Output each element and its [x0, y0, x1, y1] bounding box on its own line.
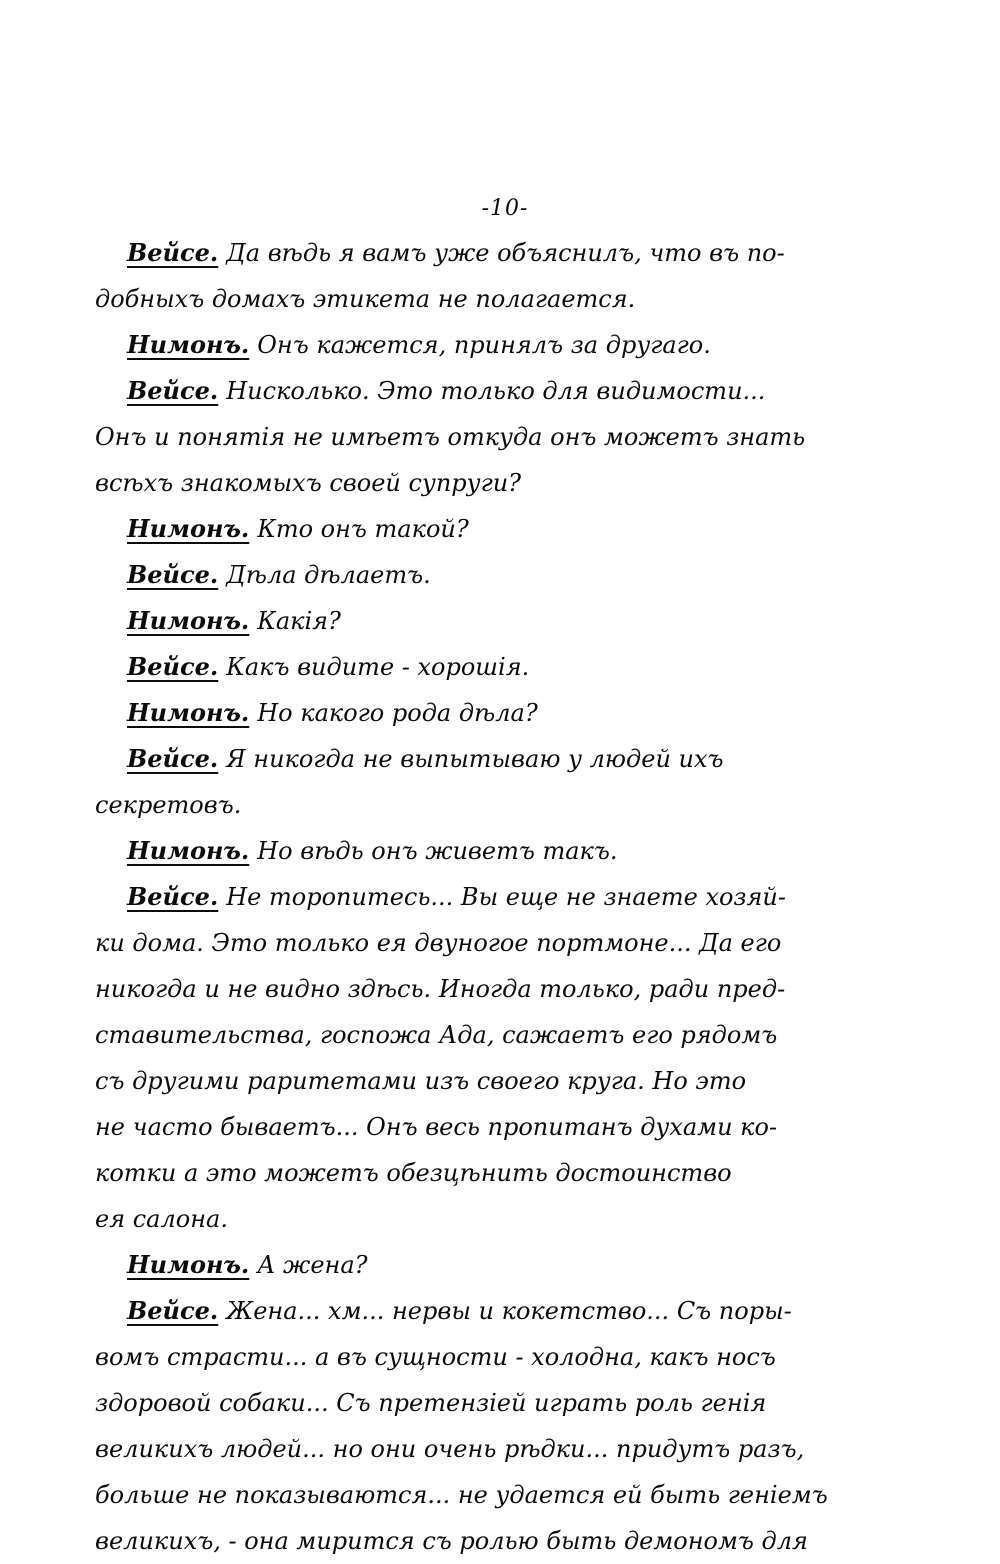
- manuscript-line: [95, 1012, 895, 1058]
- speaker-name: Нимонъ.: [127, 698, 250, 727]
- line-text: съ другими раритетами изъ своего круга. Но это: [95, 1067, 747, 1095]
- line-text: Какъ видите - хорошія.: [226, 653, 530, 681]
- manuscript-line: [95, 322, 895, 368]
- speaker-name: Нимонъ.: [127, 606, 250, 635]
- line-text: А жена?: [257, 1251, 368, 1279]
- speaker-name: Нимонъ.: [127, 330, 250, 359]
- line-text: Не торопитесь... Вы еще не знаете хозяй-: [226, 883, 786, 911]
- page-number: -10-: [481, 196, 529, 221]
- line-text: ставительства, госпожа Ада, сажаетъ его рядомъ: [95, 1021, 778, 1049]
- manuscript-line: [95, 1150, 895, 1196]
- manuscript-text: [95, 230, 895, 1564]
- line-text: великихъ людей... но они очень рѣдки... придутъ разъ,: [95, 1435, 805, 1463]
- speaker-name: Вейсе.: [127, 560, 219, 589]
- line-text: Я никогда не выпытываю у людей ихъ: [226, 745, 724, 773]
- manuscript-line: [95, 966, 895, 1012]
- speaker-name: Вейсе.: [127, 882, 219, 911]
- manuscript-line: [95, 736, 895, 782]
- speaker-name: Нимонъ.: [127, 836, 250, 865]
- manuscript-line: [95, 874, 895, 920]
- line-text: Но какого рода дѣла?: [257, 699, 538, 727]
- line-text: Кто онъ такой?: [257, 515, 469, 543]
- line-text: вомъ страсти... а въ сущности - холодна, какъ носъ: [95, 1343, 776, 1371]
- line-text: котки а это можетъ обезцѣнить достоинство: [95, 1159, 732, 1187]
- line-text: Да вѣдь я вамъ уже объяснилъ, что въ по-: [226, 239, 785, 267]
- line-text: Дѣла дѣлаетъ.: [226, 561, 431, 589]
- manuscript-line: [95, 1196, 895, 1242]
- manuscript-line: [95, 782, 895, 828]
- manuscript-line: [95, 1426, 895, 1472]
- line-text: добныхъ домахъ этикета не полагается.: [95, 285, 636, 313]
- speaker-name: Нимонъ.: [127, 1250, 250, 1279]
- line-text: Нисколько. Это только для видимости...: [226, 377, 766, 405]
- line-text: никогда и не видно здѣсь. Иногда только, ради пред-: [95, 975, 786, 1003]
- manuscript-line: [95, 1518, 895, 1564]
- manuscript-line: [95, 1334, 895, 1380]
- line-text: всѣхъ знакомыхъ своей супруги?: [95, 469, 522, 497]
- speaker-name: Вейсе.: [127, 238, 219, 267]
- manuscript-line: [95, 644, 895, 690]
- line-text: Но вѣдь онъ живетъ такъ.: [257, 837, 618, 865]
- line-text: великихъ, - она мирится съ ролью быть демономъ для: [95, 1527, 808, 1555]
- line-text: больше не показываются... не удается ей быть геніемъ: [95, 1481, 828, 1509]
- manuscript-line: [95, 1058, 895, 1104]
- speaker-name: Вейсе.: [127, 376, 219, 405]
- manuscript-line: [95, 460, 895, 506]
- speaker-name: Нимонъ.: [127, 514, 250, 543]
- speaker-name: Вейсе.: [127, 652, 219, 681]
- line-text: ея салона.: [95, 1205, 228, 1233]
- manuscript-line: [95, 598, 895, 644]
- manuscript-line: [95, 368, 895, 414]
- manuscript-line: [95, 690, 895, 736]
- line-text: ки дома. Это только ея двуногое портмоне... Да его: [95, 929, 782, 957]
- manuscript-line: [95, 414, 895, 460]
- manuscript-line: [95, 1288, 895, 1334]
- speaker-name: Вейсе.: [127, 744, 219, 773]
- line-text: Онъ кажется, принялъ за другаго.: [257, 331, 711, 359]
- line-text: Жена... хм... нервы и кокетство... Съ поры-: [226, 1297, 792, 1325]
- manuscript-line: [95, 1104, 895, 1150]
- manuscript-line: [95, 506, 895, 552]
- manuscript-line: [95, 1380, 895, 1426]
- speaker-name: Вейсе.: [127, 1296, 219, 1325]
- line-text: не часто бываетъ... Онъ весь пропитанъ духами ко-: [95, 1113, 778, 1141]
- manuscript-line: [95, 920, 895, 966]
- manuscript-line: [95, 1242, 895, 1288]
- manuscript-line: [95, 1472, 895, 1518]
- line-text: секретовъ.: [95, 791, 242, 819]
- manuscript-line: [95, 230, 895, 276]
- manuscript-line: [95, 276, 895, 322]
- manuscript-line: [95, 552, 895, 598]
- line-text: здоровой собаки... Съ претензіей играть роль генія: [95, 1389, 767, 1417]
- line-text: Какія?: [257, 607, 341, 635]
- line-text: Онъ и понятія не имѣетъ откуда онъ можетъ знать: [95, 423, 806, 451]
- manuscript-line: [95, 828, 895, 874]
